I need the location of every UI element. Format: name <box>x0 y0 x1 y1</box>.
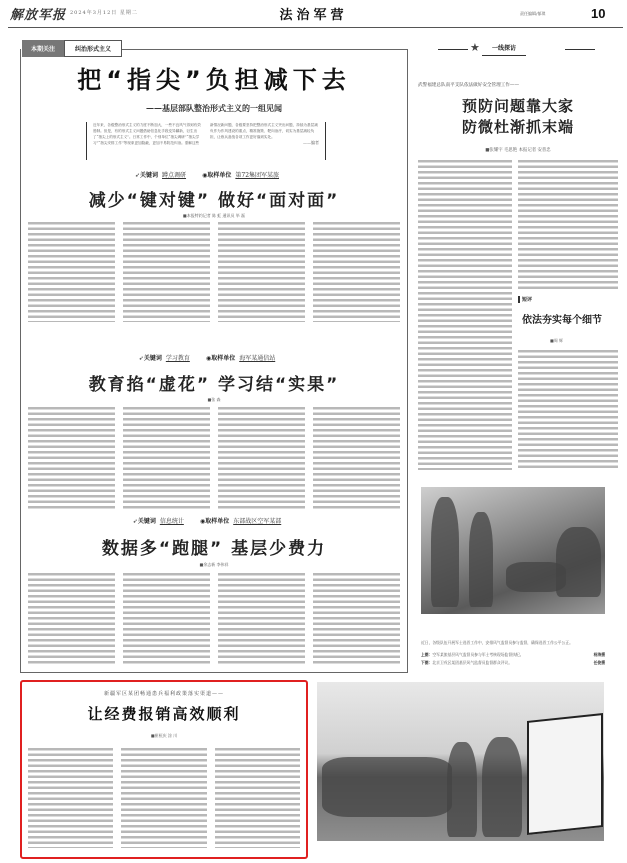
body-column <box>123 222 210 322</box>
keyword-label: 关键词 <box>137 518 156 525</box>
unit-value: 东部战区空军某部 <box>233 518 282 525</box>
caption-text: 北京卫戍区某团基层风气监督员监督群众评议。 <box>432 660 513 665</box>
brief-comment-body <box>518 350 618 470</box>
highlighted-body <box>28 748 300 848</box>
sidebar-title-line2: 防微杜渐抓末端 <box>461 118 574 136</box>
masthead-divider <box>8 27 623 28</box>
photo-credit: 任俊摄 <box>593 660 605 665</box>
lede-text: 近年来，各级整治形式主义的力度不断加大，一些不良风气得到有效遏制。但是，有的形式主义问题借助信息化手段变异翻新，衍生出了“指尖上的形式主义”。日常工作中，个别单位“指尖调研”“指尖学习”“指尖安排工作”等现象更加隐蔽，更加不易防范纠治。需解这些新情况新问题，各级要坚持把整治形式主义突出问题，持续为基层减负作为作风建设的重点，精准施策、靶向治疗，切实为基层减轻负担，让练兵备战各项工作更好落到实处。 <box>93 123 318 145</box>
body-column <box>215 748 300 848</box>
keyword-value: 信息统计 <box>159 518 184 525</box>
banner-rule-right <box>565 49 595 50</box>
sidebar-kicker: 武警福建总队南平支队依法做好安全管理工作—— <box>418 83 520 88</box>
photo-intro-caption: 近日，各级队伍开展军士选晋工作中，安排风气监督员参与监督，确保选晋工作公平公正。 <box>421 640 573 645</box>
paper-plane-icon: ➶ <box>132 518 138 525</box>
caption-label: 上图： <box>421 652 433 657</box>
paper-plane-icon: ➶ <box>138 355 144 362</box>
brief-comment-title: 依法夯实每个细节 <box>522 315 602 326</box>
star-icon: ★ <box>470 41 480 54</box>
banner-rule-left <box>438 49 468 50</box>
unit-label: 取样单位 <box>207 172 232 179</box>
story1-keyword-row <box>20 170 408 179</box>
keyword-value: 蹲点调研 <box>162 172 187 179</box>
issue-date: 2024年3月12日 星期二 <box>70 10 138 16</box>
story2-byline: ■张 森 <box>207 397 221 402</box>
story2-body <box>28 407 400 509</box>
body-column <box>313 573 400 665</box>
unit-value: 海军某通信站 <box>239 355 276 362</box>
story2-keyword-row <box>20 353 408 362</box>
body-column <box>218 407 305 509</box>
body-column <box>121 748 206 848</box>
location-pin-icon: ◉ <box>199 518 206 525</box>
story1-body <box>28 222 400 322</box>
location-pin-icon: ◉ <box>202 172 208 179</box>
story1-title: 减少“键对键” 做好“面对面” <box>88 191 340 211</box>
sidebar-body-right <box>518 160 618 290</box>
newspaper-logo: 解放军报 <box>10 8 67 23</box>
body-column <box>123 573 210 665</box>
caption-label: 下图： <box>421 660 433 665</box>
body-column <box>28 222 115 322</box>
sidebar-title-line1: 预防问题靠大家 <box>461 97 574 115</box>
body-column <box>313 407 400 509</box>
body-column <box>418 160 512 470</box>
banner-label: 一线探访 <box>492 45 517 52</box>
highlighted-kicker: 新疆军区某团畅通患兵福利政策落实渠道—— <box>103 691 224 697</box>
banner-underline <box>482 55 526 56</box>
section-title: 法治军营 <box>279 8 348 23</box>
unit-label: 取样单位 <box>205 518 230 525</box>
unit-value: 第72集团军某旅 <box>235 172 280 179</box>
brief-comment-byline: ■周 辉 <box>550 338 564 343</box>
body-column <box>218 573 305 665</box>
story3-title: 数据多“跑腿” 基层少费力 <box>101 539 327 559</box>
brief-comment-tag: 短评 <box>518 296 532 303</box>
highlighted-title: 让经费报销高效顺利 <box>87 705 241 723</box>
paper-plane-icon: ➶ <box>134 172 140 179</box>
keyword-label: 关键词 <box>143 355 162 362</box>
upper-photo-caption <box>421 652 605 658</box>
lede-sign: ——编者 <box>303 140 319 145</box>
editor-lede <box>86 122 326 160</box>
keyword-value: 学习教育 <box>165 355 190 362</box>
focus-tab: 本期关注 <box>22 40 64 57</box>
body-column <box>28 748 113 848</box>
caption-text: 空军某旅基层风气监督员参与军士考核现场监督执纪。 <box>432 652 524 657</box>
photo-credit: 杨涛摄 <box>593 652 605 657</box>
photo-medical-training <box>421 487 605 614</box>
main-subheadline: ——基层部队整治形式主义的一组见闻 <box>146 103 282 113</box>
story1-byline: ■本报特约记者 陈 虹 通讯员 毕 磊 <box>182 213 246 218</box>
main-headline: 把“指尖”负担减下去 <box>77 66 351 94</box>
story3-byline: ■余志新 李伟祥 <box>199 562 229 567</box>
story3-keyword-row <box>20 516 408 525</box>
page-number: 10 <box>591 6 606 21</box>
topic-tab: 纠治形式主义 <box>64 40 122 57</box>
story2-title: 教育掐“虚花” 学习结“实果” <box>88 375 340 395</box>
body-column <box>28 407 115 509</box>
body-column <box>518 350 618 470</box>
body-column <box>518 160 618 290</box>
sidebar-body-left <box>418 160 512 470</box>
body-column <box>218 222 305 322</box>
body-column <box>28 573 115 665</box>
photo-classroom-whiteboard <box>317 682 604 841</box>
keyword-label: 关键词 <box>140 172 159 179</box>
story3-body <box>28 573 400 665</box>
location-pin-icon: ◉ <box>205 355 212 362</box>
sidebar-byline: ■张耀宇 毛思艳 本报记者 安普忠 <box>485 148 551 153</box>
whiteboard <box>527 713 603 835</box>
body-column <box>123 407 210 509</box>
lower-photo-caption <box>421 660 605 666</box>
body-column <box>313 222 400 322</box>
editor-credit: 责任编辑/郁琪 <box>520 11 546 16</box>
highlighted-byline: ■崔桓庆 涂 川 <box>150 733 178 738</box>
unit-label: 取样单位 <box>211 355 236 362</box>
